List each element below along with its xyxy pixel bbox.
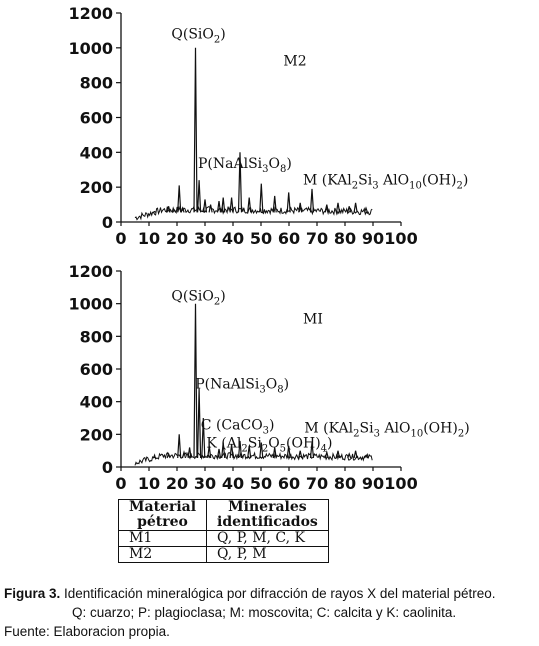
y-tick-label: 1200 — [68, 4, 113, 23]
table-row — [119, 547, 329, 563]
annotation-text: ) — [269, 417, 275, 434]
diffraction-peak — [204, 199, 207, 212]
annotation-subscript: 2 — [241, 443, 248, 455]
x-tick-label: 40 — [221, 474, 245, 493]
annotation-subscript: 10 — [409, 180, 422, 192]
y-tick-label: 0 — [101, 213, 113, 232]
diffraction-peak — [311, 189, 314, 213]
annotation-text: Si — [359, 420, 374, 437]
annotation-subscript: 2 — [457, 428, 465, 440]
diffraction-peak — [287, 192, 290, 212]
annotation-text: P(NaAlSi — [195, 376, 260, 393]
annotation-text: (OH) — [421, 172, 457, 189]
annotation-text: ) — [220, 26, 226, 43]
annotation-text: O — [268, 435, 280, 452]
annotation-text: AlO — [378, 172, 410, 189]
annotation-text: ) — [462, 172, 469, 189]
annotation-subscript: 3 — [259, 384, 266, 396]
caption-line-2: Q: cuarzo; P: plagioclasa; M: moscovita; C: calcita y K: caolinita. — [72, 605, 457, 620]
annotation-text: Si — [247, 435, 262, 452]
x-tick-label: 80 — [333, 229, 357, 248]
x-tick-label: 10 — [137, 474, 161, 493]
cell-minerales: Q, P, M, C, K — [207, 531, 329, 547]
x-tick-label: 60 — [277, 229, 301, 248]
y-tick-label: 800 — [79, 73, 113, 93]
annotation-subscript: 3 — [262, 425, 270, 437]
annotation-subscript: 5 — [279, 443, 287, 455]
diffraction-peak — [348, 454, 351, 458]
peak-annotation — [303, 311, 323, 327]
x-tick-label: 10 — [137, 229, 161, 248]
x-tick-label: 60 — [277, 474, 301, 493]
annotation-text: C (CaCO — [200, 417, 263, 434]
peak-annotation — [171, 26, 225, 45]
caption-line-1 — [4, 584, 536, 603]
table-header-row — [119, 500, 329, 531]
annotation-text: Q(SiO — [171, 288, 214, 305]
peak-annotation — [198, 156, 292, 175]
annotation-subscript: 2 — [213, 296, 221, 308]
annotation-text: ) — [327, 435, 333, 452]
peak-annotation — [195, 377, 289, 396]
cell-minerales: Q, P, M — [207, 547, 329, 563]
annotation-text: M (KAl — [304, 420, 354, 437]
header-minerales: Minerales identificados — [207, 500, 329, 531]
x-tick-label: 70 — [305, 474, 329, 493]
annotation-text: P(NaAlSi — [198, 156, 263, 173]
annotation-text: Si — [358, 172, 373, 189]
y-tick-label: 0 — [101, 458, 113, 477]
chart-panel-mi — [68, 262, 469, 493]
annotation-text: M (KAl — [303, 172, 352, 189]
y-tick-label: 1000 — [68, 38, 113, 58]
annotation-text: Q(SiO — [171, 26, 214, 43]
chart-panel-m2 — [68, 4, 468, 248]
diffraction-peak — [218, 201, 221, 212]
annotation-subscript: 2 — [261, 443, 269, 455]
annotation-text: ) — [283, 376, 290, 393]
peak-annotation — [283, 53, 306, 69]
x-tick-label: 0 — [115, 474, 127, 493]
figure-caption — [4, 584, 536, 641]
diffraction-peak — [209, 205, 212, 213]
annotation-text: AlO — [379, 420, 411, 437]
x-tick-label: 0 — [115, 229, 127, 248]
peak-annotation — [201, 417, 275, 436]
x-tick-label: 20 — [165, 229, 189, 248]
peak-annotation — [171, 288, 225, 307]
x-tick-label: 20 — [165, 474, 189, 493]
annotation-subscript: 3 — [262, 164, 269, 176]
y-tick-label: 400 — [79, 392, 113, 412]
annotation-subscript: 2 — [351, 180, 359, 192]
annotation-text: K (Al — [206, 435, 242, 452]
diffraction-peak — [354, 451, 357, 458]
x-tick-label: 30 — [193, 474, 217, 493]
y-tick-label: 800 — [79, 327, 113, 347]
annotation-text: ) — [464, 420, 470, 437]
annotation-subscript: 2 — [456, 180, 463, 192]
diffraction-peak — [153, 212, 156, 213]
annotation-text: (OH) — [423, 420, 458, 437]
x-tick-label: 80 — [333, 474, 357, 493]
x-tick-label: 50 — [249, 229, 273, 248]
annotation-subscript: 2 — [213, 34, 221, 46]
annotation-text: M2 — [283, 53, 307, 70]
annotation-text: ) — [220, 288, 226, 305]
cell-material: M1 — [119, 531, 207, 547]
x-tick-label: 70 — [305, 229, 329, 248]
header-material: Material pétreo — [119, 500, 207, 531]
diffraction-peak — [183, 452, 186, 458]
y-tick-label: 200 — [79, 425, 113, 445]
diffraction-baseline — [135, 453, 372, 466]
x-tick-label: 100 — [384, 229, 418, 248]
diffraction-peak — [337, 203, 340, 213]
cell-material: M2 — [119, 547, 207, 563]
peak-annotation — [303, 173, 468, 192]
figure-label: Figura 3. — [4, 586, 61, 601]
x-tick-label: 90 — [361, 474, 385, 493]
diffraction-peak — [260, 184, 263, 213]
x-tick-label: 50 — [249, 474, 273, 493]
table-row — [119, 531, 329, 547]
annotation-text: O — [268, 156, 280, 173]
y-tick-label: 600 — [79, 360, 113, 379]
minerals-table — [118, 499, 329, 563]
diffraction-peak — [194, 48, 197, 213]
y-tick-label: 200 — [79, 178, 113, 198]
peak-annotation — [206, 435, 332, 454]
diffraction-peak — [354, 203, 357, 213]
x-tick-label: 40 — [221, 229, 245, 248]
x-tick-label: 100 — [384, 474, 418, 493]
y-tick-label: 400 — [79, 143, 113, 163]
annotation-subscript: 8 — [280, 164, 287, 176]
annotation-text: MI — [303, 311, 323, 328]
y-tick-label: 1200 — [68, 262, 113, 281]
diffraction-peak — [153, 457, 156, 458]
x-tick-label: 90 — [361, 229, 385, 248]
y-tick-label: 1000 — [68, 294, 113, 314]
annotation-subscript: 3 — [372, 180, 379, 192]
annotation-subscript: 10 — [410, 428, 424, 440]
annotation-subscript: 3 — [373, 428, 380, 440]
annotation-text: ) — [286, 156, 292, 173]
diffraction-peak — [248, 198, 251, 213]
annotation-text: (OH) — [286, 435, 321, 452]
annotation-text: O — [265, 376, 278, 393]
caption-source: Fuente: Elaboracion propia. — [4, 624, 170, 639]
annotation-subscript: 2 — [353, 428, 360, 440]
x-tick-label: 30 — [193, 229, 217, 248]
caption-text: Identificación mineralógica por difracción de rayos X del material pétreo. — [60, 586, 496, 601]
annotation-subscript: 4 — [320, 443, 328, 455]
y-tick-label: 600 — [79, 108, 113, 128]
annotation-subscript: 8 — [277, 384, 284, 396]
